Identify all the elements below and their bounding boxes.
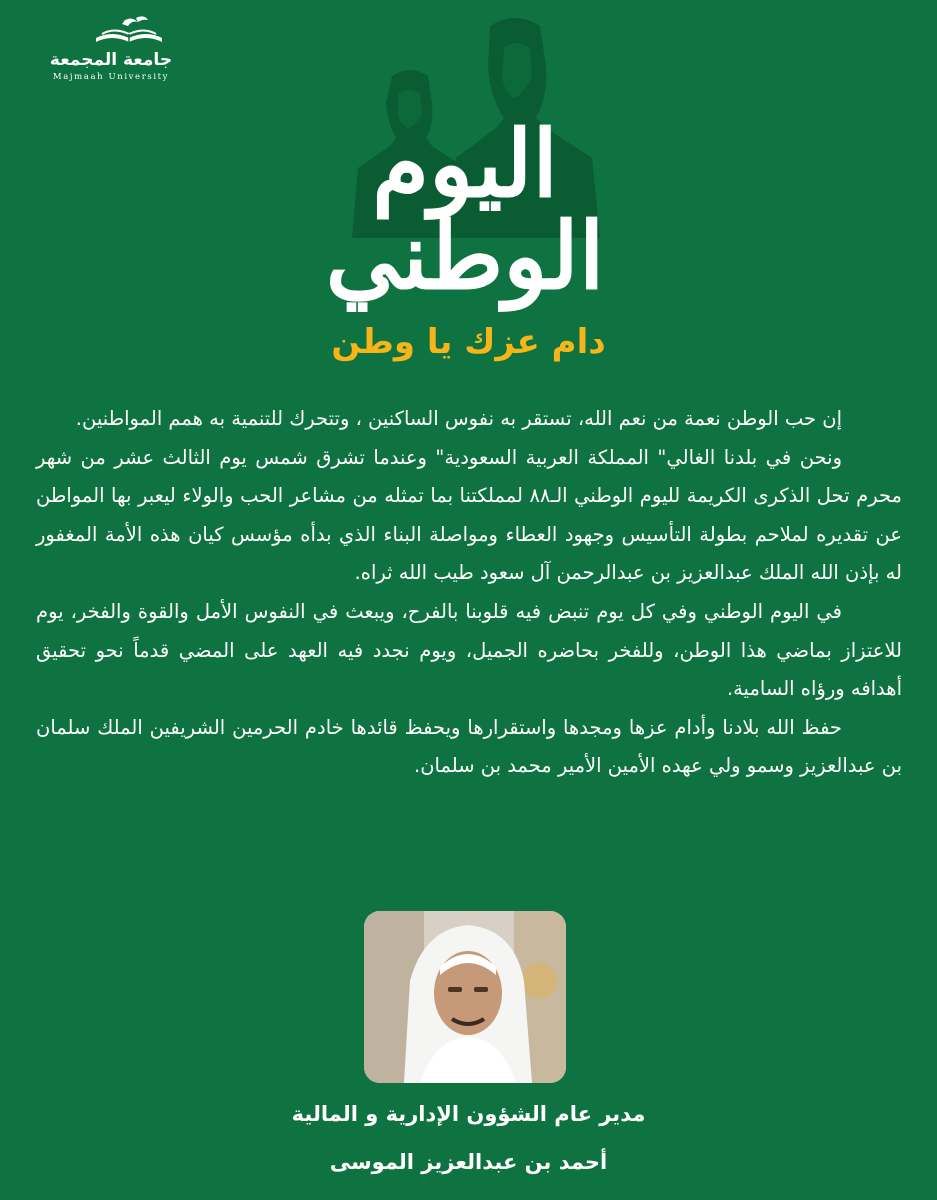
portrait-photo (364, 911, 566, 1083)
national-day-artwork (300, 8, 630, 308)
national-day-calligraphy: اليوم الوطني (325, 110, 605, 310)
motto-heading: دام عزك يا وطن (331, 322, 606, 362)
portrait-illustration (364, 911, 566, 1083)
message-body (36, 400, 902, 786)
signatory-name: أحمد بن عبدالعزيز الموسى (329, 1150, 608, 1174)
logo-english-name: Majmaah University (52, 72, 170, 82)
paragraph-3: في اليوم الوطني وفي كل يوم تنبض فيه قلوبنا بالفرح، ويبعث في النفوس الأمل والقوة والفخر، يوم للاعتزاز بماضي هذا الوطن، وللفخر بحاضره الجميل، ويوم نجدد فيه العهد على المضي قدماً نحو تحقيق أهدافه ورؤاه السامية. (36, 599, 902, 701)
signatory-title: مدير عام الشؤون الإدارية و المالية (291, 1102, 646, 1126)
logo-arabic-name: جامعة المجمعة (49, 50, 173, 70)
paragraph-1: إن حب الوطن نعمة من نعم الله، تستقر به نفوس الساكنين ، وتتحرك للتنمية به همم المواطنين. (75, 407, 842, 430)
open-book-logo-icon (92, 12, 166, 52)
paragraph-2: ونحن في بلدنا الغالي" المملكة العربية السعودية" وعندما تشرق شمس يوم الثالث عشر من شهر محرم تحل الذكرى الكريمة لليوم الوطني الـ٨٨ لمملكتنا بما تمثله من مشاعر الحب والولاء ليعبر بها المواطن عن تقديره لملاحم بطولة التأسيس وجهود العطاء ومواصلة البناء الذي بدأه مؤسس كيان هذه الأمة المغفور له بإذن الله الملك عبدالعزيز بن عبدالرحمن آل سعود طيب الله ثراه. (36, 445, 902, 585)
university-logo (36, 12, 196, 84)
paragraph-4: حفظ الله بلادنا وأدام عزها ومجدها واستقرارها ويحفظ قائدها خادم الحرمين الشريفين الملك سلمان بن عبدالعزيز وسمو ولي عهده الأمين الأمير محمد بن سلمان. (36, 715, 902, 778)
